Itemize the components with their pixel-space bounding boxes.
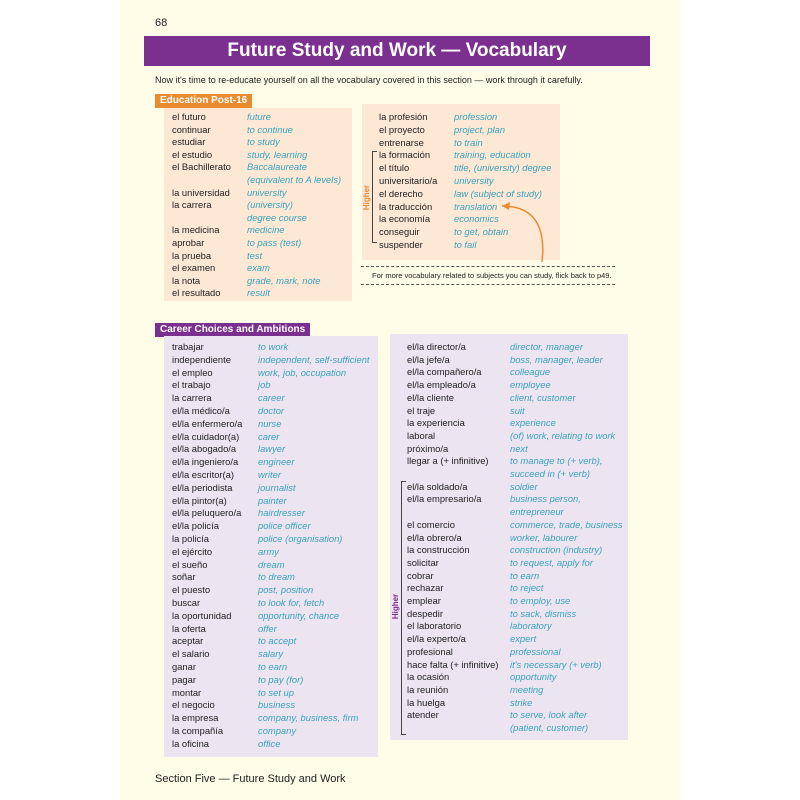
vocab-english: business <box>258 699 296 711</box>
vocab-spanish: la carrera <box>172 199 212 211</box>
vocab-english: to dream <box>258 571 295 583</box>
vocab-english: test <box>247 249 263 261</box>
vocab-spanish: independiente <box>172 353 231 365</box>
vocab-spanish: universitario/a <box>379 175 438 186</box>
vocab-spanish: el comercio <box>407 518 455 530</box>
vocab-spanish: la huelga <box>407 696 446 708</box>
vocab-english: company <box>258 725 297 736</box>
vocab-english: to look for, fetch <box>258 597 325 608</box>
vocab-spanish: el/la policía <box>172 520 219 532</box>
vocab-spanish: hace falta (+ infinitive) <box>407 658 499 670</box>
note-divider-bottom <box>361 284 615 285</box>
vocab-spanish: la prueba <box>172 249 212 261</box>
note-divider-top <box>361 266 615 267</box>
vocab-english: to work <box>258 341 289 352</box>
vocab-spanish: el/la director/a <box>407 341 466 352</box>
vocab-spanish: la construcción <box>407 544 470 556</box>
vocab-spanish: el derecho <box>379 187 423 199</box>
vocab-english: employee <box>510 379 551 391</box>
vocab-english: to employ, use <box>510 595 571 606</box>
vocab-spanish: el/la cuidador(a) <box>172 430 240 442</box>
vocab-english: post, position <box>258 584 314 596</box>
vocab-spanish: la formación <box>379 149 431 161</box>
vocab-spanish: la policía <box>172 533 210 544</box>
vocab-english: to earn <box>258 661 288 672</box>
vocab-english: lawyer <box>258 443 286 455</box>
vocab-english: to fail <box>454 239 477 250</box>
vocab-spanish: el/la empleado/a <box>407 379 476 391</box>
vocab-english: to sack, dismiss <box>510 607 577 619</box>
vocab-spanish: buscar <box>172 597 201 608</box>
vocab-spanish: pagar <box>172 673 196 685</box>
vocab-spanish: la carrera <box>172 392 212 404</box>
vocab-english: economics <box>454 213 499 225</box>
vocab-english: engineer <box>258 456 295 468</box>
vocab-english: (university) <box>247 199 293 211</box>
vocab-spanish: aprobar <box>172 237 205 248</box>
vocab-spanish: el/la jefe/a <box>407 353 450 365</box>
vocab-spanish: el futuro <box>172 111 206 122</box>
vocab-spanish: el salario <box>172 648 210 660</box>
education-section-heading: Education Post-16 <box>155 94 252 108</box>
vocab-spanish: el ejército <box>172 545 213 557</box>
vocab-spanish: emplear <box>407 595 441 606</box>
vocab-spanish: conseguir <box>379 226 420 238</box>
vocab-english: result <box>247 287 270 299</box>
vocab-english: police officer <box>258 520 311 532</box>
vocab-english: study, learning <box>247 148 308 160</box>
vocab-spanish: trabajar <box>172 341 204 352</box>
vocab-spanish: solicitar <box>407 556 439 568</box>
vocab-spanish: la medicina <box>172 224 220 236</box>
vocab-spanish: el resultado <box>172 287 221 299</box>
vocab-english: writer <box>258 469 281 480</box>
vocab-spanish: el/la soldado/a <box>407 480 468 492</box>
vocab-spanish: próximo/a <box>407 442 449 454</box>
vocab-spanish: llegar a (+ infinitive) <box>407 455 489 467</box>
vocab-english: journalist <box>258 481 296 493</box>
vocab-english: university <box>247 186 287 198</box>
vocab-spanish: el Bachillerato <box>172 161 231 173</box>
vocab-spanish: la ocasión <box>407 671 450 683</box>
vocab-english: training, education <box>454 149 531 161</box>
vocab-english: meeting <box>510 683 544 695</box>
vocab-spanish: el/la periodista <box>172 481 233 493</box>
vocab-spanish: el/la enfermero/a <box>172 417 243 429</box>
vocab-english: to set up <box>258 686 294 698</box>
vocab-english: office <box>258 737 281 749</box>
vocab-english: to pay (for) <box>258 673 304 685</box>
vocab-english: medicine <box>247 224 285 236</box>
vocab-spanish: la profesión <box>379 111 428 122</box>
vocab-english: suit <box>510 404 525 416</box>
career-higher-label: Higher <box>391 593 401 620</box>
vocab-english: business person, <box>510 493 581 505</box>
vocab-spanish: continuar <box>172 123 211 135</box>
vocab-spanish: el título <box>379 162 410 174</box>
vocab-english: to earn <box>510 569 540 581</box>
vocab-english: degree course <box>247 211 307 223</box>
vocab-spanish: suspender <box>379 239 423 250</box>
vocab-english: to get, obtain <box>454 226 509 238</box>
vocab-english: future <box>247 111 271 122</box>
vocab-spanish: la empresa <box>172 712 219 724</box>
vocab-english: (equivalent to A levels) <box>247 174 342 185</box>
vocab-english: army <box>258 545 279 557</box>
vocab-spanish: el/la pintor(a) <box>172 494 227 506</box>
vocab-spanish: el/la cliente <box>407 391 454 403</box>
vocab-spanish: la traducción <box>379 200 433 212</box>
vocab-spanish: el/la médico/a <box>172 405 230 416</box>
page-footer: Section Five — Future Study and Work <box>155 773 346 785</box>
vocab-english: to serve, look after <box>510 709 588 721</box>
career-section-heading: Career Choices and Ambitions <box>155 323 310 337</box>
vocab-spanish: el examen <box>172 262 216 274</box>
vocab-english: succeed in (+ verb) <box>510 468 590 479</box>
vocab-spanish: la reunión <box>407 683 449 695</box>
vocab-english: career <box>258 392 285 404</box>
page-title: Future Study and Work — Vocabulary <box>144 36 650 66</box>
vocab-spanish: aceptar <box>172 635 204 647</box>
vocab-english: grade, mark, note <box>247 274 321 286</box>
vocab-spanish: la experiencia <box>407 417 465 429</box>
vocab-english: to study <box>247 136 280 148</box>
vocab-english: hairdresser <box>258 507 305 519</box>
vocab-spanish: el empleo <box>172 366 213 378</box>
vocab-spanish: la oportunidad <box>172 609 232 621</box>
vocab-english: to manage to (+ verb), <box>510 455 603 467</box>
vocab-english: translation <box>454 200 498 212</box>
vocab-spanish: el/la empresario/a <box>407 493 482 505</box>
vocab-english: professional <box>510 645 561 657</box>
vocab-english: company, business, firm <box>258 712 359 724</box>
vocab-english: independent, self-sufficient <box>258 353 370 365</box>
vocab-spanish: profesional <box>407 645 453 657</box>
intro-text: Now it's time to re-educate yourself on all the vocabulary covered in this section — work through it carefully. <box>155 75 583 85</box>
vocab-spanish: el estudio <box>172 148 213 160</box>
vocab-english: offer <box>258 622 277 634</box>
vocab-spanish: estudiar <box>172 136 206 148</box>
vocab-spanish: la oficina <box>172 737 210 749</box>
vocab-english: university <box>454 175 494 186</box>
vocab-spanish: montar <box>172 686 202 698</box>
vocab-spanish: el laboratorio <box>407 620 462 632</box>
vocab-spanish: soñar <box>172 571 196 583</box>
vocab-english: experience <box>510 417 556 429</box>
vocab-spanish: rechazar <box>407 582 444 594</box>
vocab-english: to reject <box>510 582 544 594</box>
vocab-english: worker, labourer <box>510 531 578 543</box>
vocab-english: construction (industry) <box>510 544 603 556</box>
arrow-icon <box>494 196 554 266</box>
vocab-english: opportunity, chance <box>258 609 340 621</box>
vocab-english: exam <box>247 262 270 274</box>
vocab-spanish: la universidad <box>172 186 230 198</box>
vocab-english: salary <box>258 648 284 660</box>
vocab-english: painter <box>258 494 287 506</box>
vocab-english: to pass (test) <box>247 237 302 248</box>
vocab-spanish: el/la abogado/a <box>172 443 237 455</box>
vocab-spanish: despedir <box>407 607 443 619</box>
vocab-english: it's necessary (+ verb) <box>510 658 602 670</box>
vocab-spanish: el negocio <box>172 699 215 711</box>
vocab-english: commerce, trade, business <box>510 518 623 530</box>
vocab-spanish: el/la ingeniero/a <box>172 456 239 468</box>
vocab-english: Baccalaureate <box>247 161 307 173</box>
vocab-spanish: la oferta <box>172 622 206 634</box>
vocab-spanish: la economía <box>379 213 431 225</box>
vocab-spanish: la compañía <box>172 725 224 736</box>
vocab-english: next <box>510 442 528 454</box>
cross-reference-note: For more vocabulary related to subjects you can study, flick back to p49. <box>372 271 612 280</box>
vocab-english: expert <box>510 633 537 645</box>
vocab-english: dream <box>258 558 285 570</box>
vocab-spanish: el puesto <box>172 584 211 596</box>
vocab-english: nurse <box>258 417 282 429</box>
vocab-english: client, customer <box>510 391 576 403</box>
vocab-spanish: el proyecto <box>379 123 425 135</box>
education-higher-bracket <box>372 151 377 243</box>
vocab-english: work, job, occupation <box>258 366 347 378</box>
vocab-spanish: el/la compañero/a <box>407 366 482 378</box>
career-higher-bracket <box>401 481 406 735</box>
vocab-spanish: el/la obrero/a <box>407 531 462 543</box>
vocab-spanish: laboral <box>407 429 436 441</box>
vocab-english: to continue <box>247 123 293 135</box>
vocab-english: job <box>258 379 271 391</box>
vocab-spanish: el/la experto/a <box>407 633 466 645</box>
vocab-spanish: el/la peluquero/a <box>172 507 242 519</box>
vocab-spanish: ganar <box>172 661 196 672</box>
vocab-english: (of) work, relating to work <box>510 429 616 441</box>
vocab-spanish: entrenarse <box>379 136 424 148</box>
vocab-english: boss, manager, leader <box>510 353 603 365</box>
vocab-spanish: cobrar <box>407 569 434 581</box>
vocab-english: to accept <box>258 635 297 647</box>
vocab-english: carer <box>258 430 280 442</box>
vocab-english: colleague <box>510 366 551 378</box>
vocab-english: director, manager <box>510 341 583 352</box>
vocab-spanish: el sueño <box>172 558 208 570</box>
vocab-spanish: el/la escritor(a) <box>172 469 234 480</box>
vocab-spanish: la nota <box>172 274 201 286</box>
vocab-english: profession <box>454 111 498 122</box>
vocab-spanish: el trabajo <box>172 379 211 391</box>
vocab-english: soldier <box>510 480 538 492</box>
vocab-english: project, plan <box>454 123 506 135</box>
vocab-english: police (organisation) <box>258 533 343 544</box>
vocab-spanish: atender <box>407 709 439 721</box>
textbook-page <box>119 0 681 800</box>
vocab-english: law (subject of study) <box>454 187 543 199</box>
vocab-english: entrepreneur <box>510 506 564 518</box>
vocab-english: laboratory <box>510 620 552 632</box>
vocab-english: opportunity <box>510 671 557 683</box>
page-number: 68 <box>155 17 168 29</box>
vocab-spanish: el traje <box>407 404 436 416</box>
education-higher-label: Higher <box>362 184 372 211</box>
vocab-english: to train <box>454 136 483 148</box>
vocab-english: title, (university) degree <box>454 162 552 174</box>
vocab-english: strike <box>510 696 533 708</box>
vocab-english: doctor <box>258 405 285 416</box>
vocab-english: to request, apply for <box>510 556 593 568</box>
vocab-english: (patient, customer) <box>510 722 589 733</box>
